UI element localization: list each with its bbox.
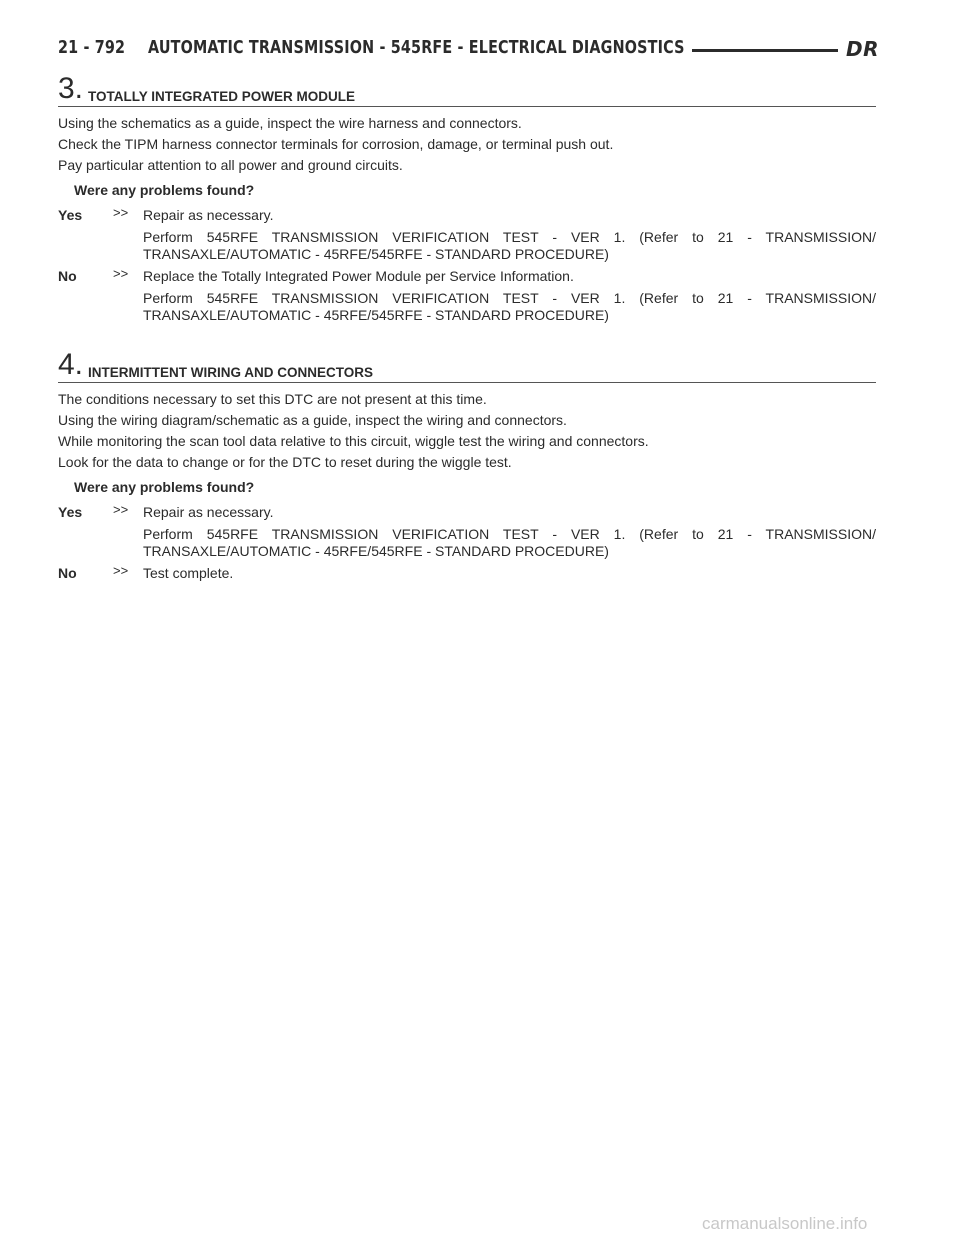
answer-line: Test complete. — [143, 565, 234, 581]
paragraph: Using the wiring diagram/schematic as a guide, inspect the wiring and connectors. — [58, 412, 567, 428]
answer-line: Replace the Totally Integrated Power Module per Service Information. — [143, 268, 574, 284]
answer-line: Perform 545RFE TRANSMISSION VERIFICATION TEST - VER 1. (Refer to 21 - TRANSMISSION/ — [143, 229, 876, 245]
step-title: TOTALLY INTEGRATED POWER MODULE — [88, 89, 356, 104]
answer-key: No — [58, 268, 77, 284]
brand-logo: DR — [846, 37, 880, 61]
answer-line: Repair as necessary. — [143, 207, 274, 223]
paragraph: Look for the data to change or for the DTC to reset during the wiggle test. — [58, 454, 512, 470]
answer-no — [58, 565, 876, 582]
step-number: 3. — [58, 72, 84, 105]
answer-line: Repair as necessary. — [143, 504, 274, 520]
answer-key: No — [58, 565, 77, 581]
paragraph: Check the TIPM harness connector terminals for corrosion, damage, or terminal push out. — [58, 136, 614, 152]
answer-line: TRANSAXLE/AUTOMATIC - 45RFE/545RFE - STANDARD PROCEDURE) — [143, 246, 609, 262]
step-heading — [58, 348, 876, 383]
paragraph: Using the schematics as a guide, inspect the wire harness and connectors. — [58, 115, 522, 131]
answer-yes — [58, 504, 876, 560]
answer-yes — [58, 207, 876, 263]
question: Were any problems found? — [74, 182, 255, 198]
header-rule — [692, 49, 838, 52]
answer-key: Yes — [58, 207, 83, 223]
paragraph: Pay particular attention to all power and ground circuits. — [58, 157, 403, 173]
step-3 — [58, 72, 876, 324]
paragraph: The conditions necessary to set this DTC are not present at this time. — [58, 391, 487, 407]
step-4 — [58, 348, 876, 582]
answer-line: TRANSAXLE/AUTOMATIC - 45RFE/545RFE - STANDARD PROCEDURE) — [143, 543, 609, 559]
step-number: 4. — [58, 348, 84, 381]
answer-line: TRANSAXLE/AUTOMATIC - 45RFE/545RFE - STANDARD PROCEDURE) — [143, 307, 609, 323]
watermark: carmanualsonline.info — [702, 1214, 868, 1233]
step-heading — [58, 72, 876, 107]
paragraph: While monitoring the scan tool data relative to this circuit, wiggle test the wiring and connectors. — [58, 433, 649, 449]
page-title: AUTOMATIC TRANSMISSION - 545RFE - ELECTRICAL DIAGNOSTICS — [148, 38, 685, 58]
arrow-marker: >> — [113, 266, 129, 281]
step-title: INTERMITTENT WIRING AND CONNECTORS — [88, 365, 373, 380]
answer-line: Perform 545RFE TRANSMISSION VERIFICATION TEST - VER 1. (Refer to 21 - TRANSMISSION/ — [143, 526, 876, 542]
page-header — [58, 38, 878, 66]
answer-no — [58, 268, 876, 324]
arrow-marker: >> — [113, 205, 129, 220]
answer-key: Yes — [58, 504, 83, 520]
answer-line: Perform 545RFE TRANSMISSION VERIFICATION TEST - VER 1. (Refer to 21 - TRANSMISSION/ — [143, 290, 876, 306]
arrow-marker: >> — [113, 563, 129, 578]
question: Were any problems found? — [74, 479, 255, 495]
page-number: 21 - 792 — [58, 38, 126, 58]
arrow-marker: >> — [113, 502, 129, 517]
